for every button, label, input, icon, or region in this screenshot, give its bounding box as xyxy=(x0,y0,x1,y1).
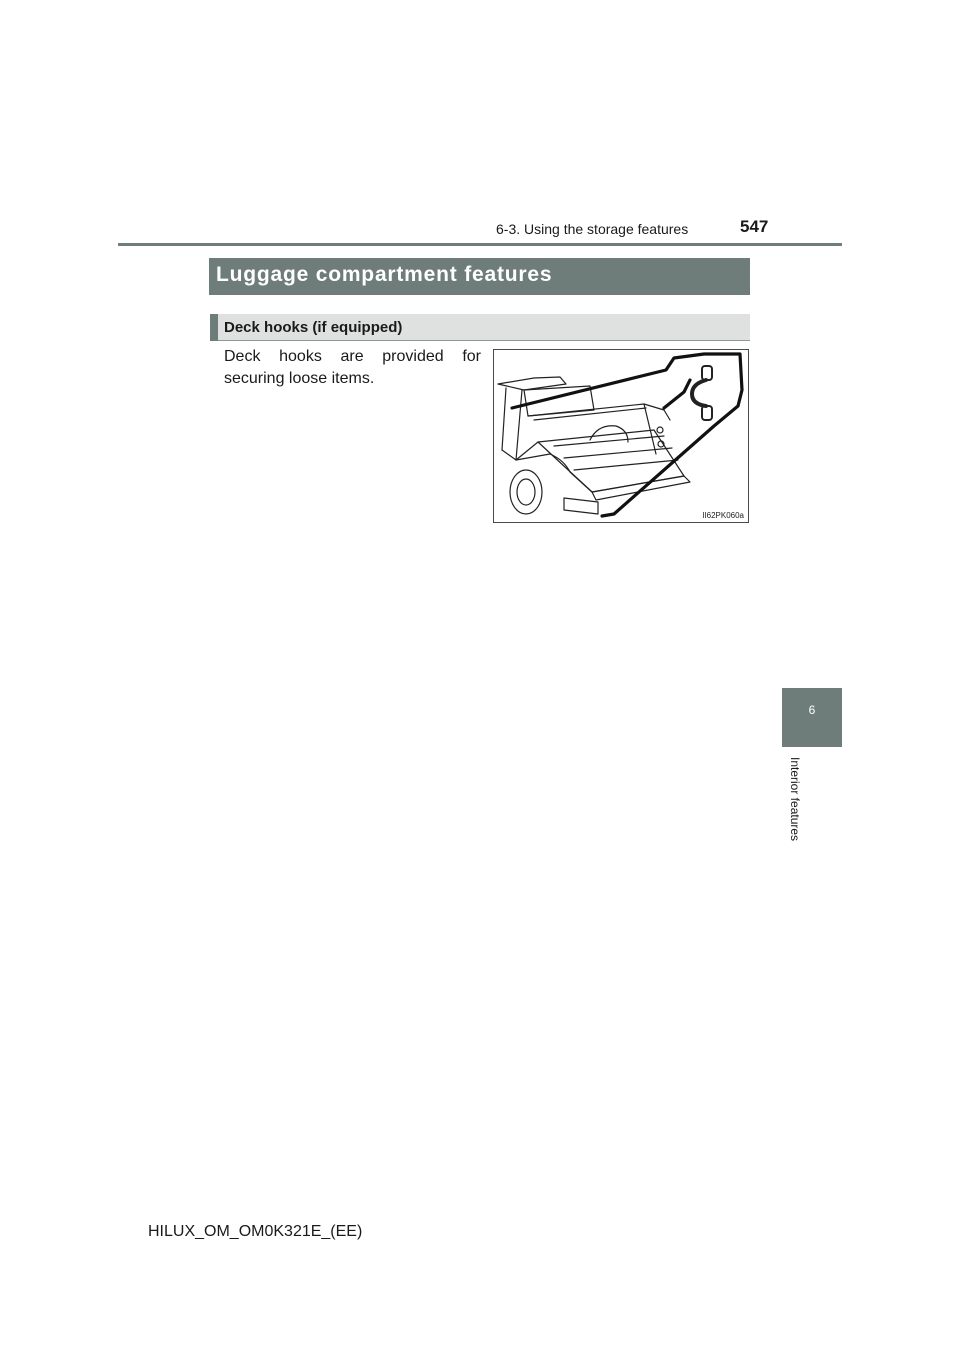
chapter-tab xyxy=(782,688,842,747)
header-section-title: 6-3. Using the storage features xyxy=(496,221,689,237)
header-divider xyxy=(118,243,842,246)
deck-hook-illustration xyxy=(493,349,749,523)
section-title: Luggage compartment features xyxy=(216,263,553,286)
page-number: 547 xyxy=(740,217,769,236)
subsection-accent xyxy=(210,314,218,341)
subsection-title: Deck hooks (if equipped) xyxy=(224,319,403,336)
chapter-label: Interior features xyxy=(788,757,802,842)
illustration-code: II62PK060a xyxy=(702,511,744,520)
body-paragraph: Deck hooks are provided for securing loose items. xyxy=(224,348,481,387)
chapter-number: 6 xyxy=(808,703,816,717)
pickup-bed-drawing xyxy=(494,350,748,522)
footer-doc-id: HILUX_OM_OM0K321E_(EE) xyxy=(148,1223,363,1240)
